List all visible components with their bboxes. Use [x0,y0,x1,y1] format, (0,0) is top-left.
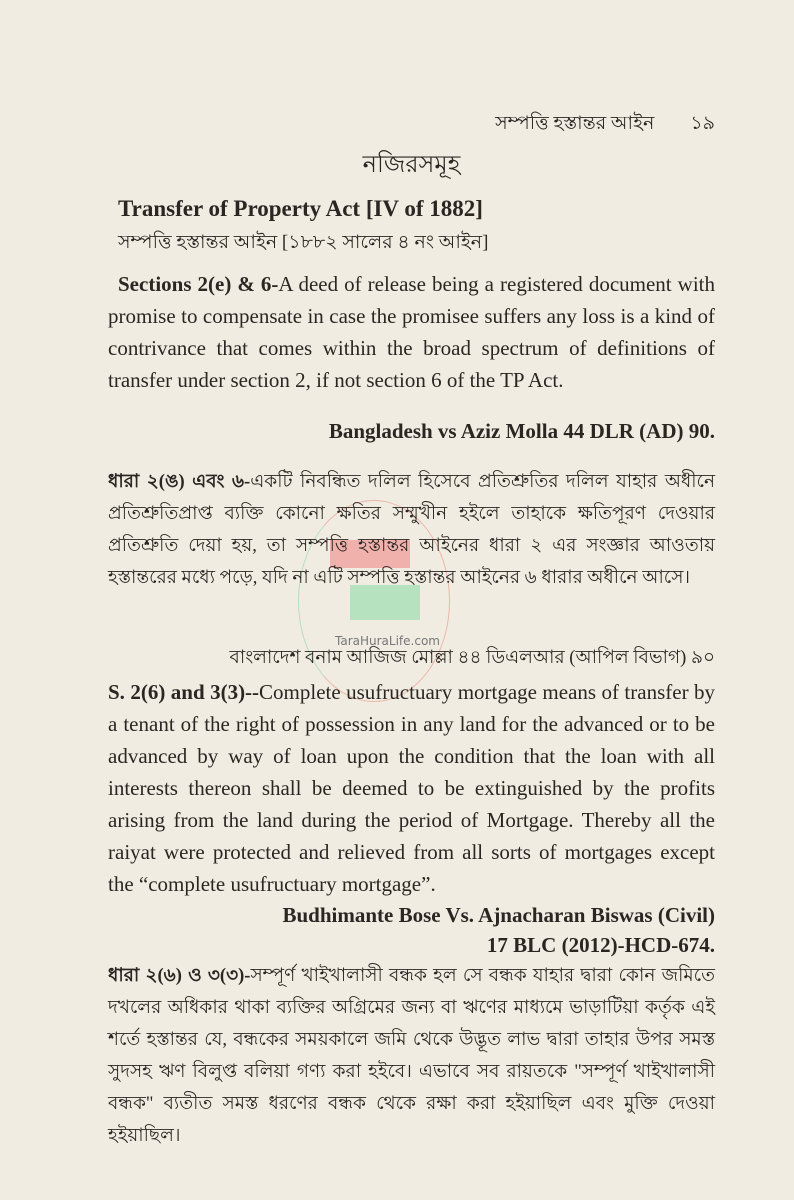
case-1-bn-lead: ধারা ২(ঙ) এবং ৬- [108,472,251,492]
case-2-body: Complete usufructuary mortgage means of transfer by a tenant of the right of possession in any land for the advanced or to be advanced by way of loan upon the condition that the loan with all interests thereon shall be deemed to be extinguished by the profits arising from the land during the period of Mortgage. Thereby all the raiyat were protected and relieved from all sorts of mortgages except the “complete usufructuary mortgage”. [108,680,715,896]
section-title: নজিরসমূহ [362,152,461,178]
case-2-citation-line1: Budhimante Bose Vs. Ajnacharan Biswas (Civil) [282,903,715,927]
page-number: ১৯ [690,113,715,134]
case-2-lead: S. 2(6) and 3(3)-- [108,680,260,704]
case-2-bn-text [108,960,715,1152]
running-header [108,108,715,142]
case-1-text [108,268,715,396]
case-2-bn-lead: ধারা ২(৬) ও ৩(৩)- [108,966,251,986]
case-2-citation-line2: 17 BLC (2012)-HCD-674. [486,933,715,957]
case-1-citation: Bangladesh vs Aziz Molla 44 DLR (AD) 90. [328,419,715,443]
case-2-text [108,676,715,900]
act-title-bn: সম্পত্তি হস্তান্তর আইন [১৮৮২ সালের ৪ নং আইন] [118,232,489,253]
case-1-lead: Sections 2(e) & 6- [118,272,279,296]
case-1-bn-text [108,466,715,594]
book-page [108,108,715,1152]
case-1-bn-body: একটি নিবন্ধিত দলিল হিসেবে প্রতিশ্রুতির দলিল যাহার অধীনে প্রতিশ্রুতিপ্রাপ্ত ব্যক্তি কোনো ক্ষতির সম্মুখীন হইলে তাহাকে ক্ষতিপূরণ দেওয়ার প্রতিশ্রুতি দেয়া হয়, তা সম্পত্তি হস্তান্তর আইনের ধারা ২ এর সংজ্ঞার আওতায় হস্তান্তরের মধ্যে পড়ে, যদি না এটি সম্পত্তি হস্তান্তর আইনের ৬ ধারার অধীনে আসে। [108,472,715,588]
case-2-bn-body: সম্পূর্ণ খাইখালাসী বন্ধক হল সে বন্ধক যাহার দ্বারা কোন জমিতে দখলের অধিকার থাকা ব্যক্তির অগ্রিমের জন্য বা ঋণের মাধ্যমে ভাড়াটিয়া কর্তৃক এই শর্তে হস্তান্তর যে, বন্ধকের সময়কালে জমি থেকে উদ্ভূত লাভ দ্বারা তাহার উপর সমস্ত সুদসহ ঋণ বিলুপ্ত বলিয়া গণ্য করা হইবে। এভাবে সব রায়তকে "সম্পূর্ণ খাইখালাসী বন্ধক" ব্যতীত সমস্ত ধরণের বন্ধক থেকে রক্ষা করা হইয়াছিল এবং মুক্তি দেওয়া হইয়াছিল। [108,966,715,1146]
case-1-body: A deed of release being a registered document with promise to compensate in case the promisee suffers any loss is a kind of contrivance that comes within the broad spectrum of definitions of transfer under section 2, if not section 6 of the TP Act. [108,272,716,392]
case-1-bn-citation: বাংলাদেশ বনাম আজিজ মোল্লা ৪৪ ডিএলআর (আপিল বিভাগ) ৯০ [229,648,715,668]
running-title: সম্পত্তি হস্তান্তর আইন [495,113,655,134]
watermark-text: TaraHuraLife.com [335,634,440,648]
act-title-en: Transfer of Property Act [IV of 1882] [118,196,483,221]
